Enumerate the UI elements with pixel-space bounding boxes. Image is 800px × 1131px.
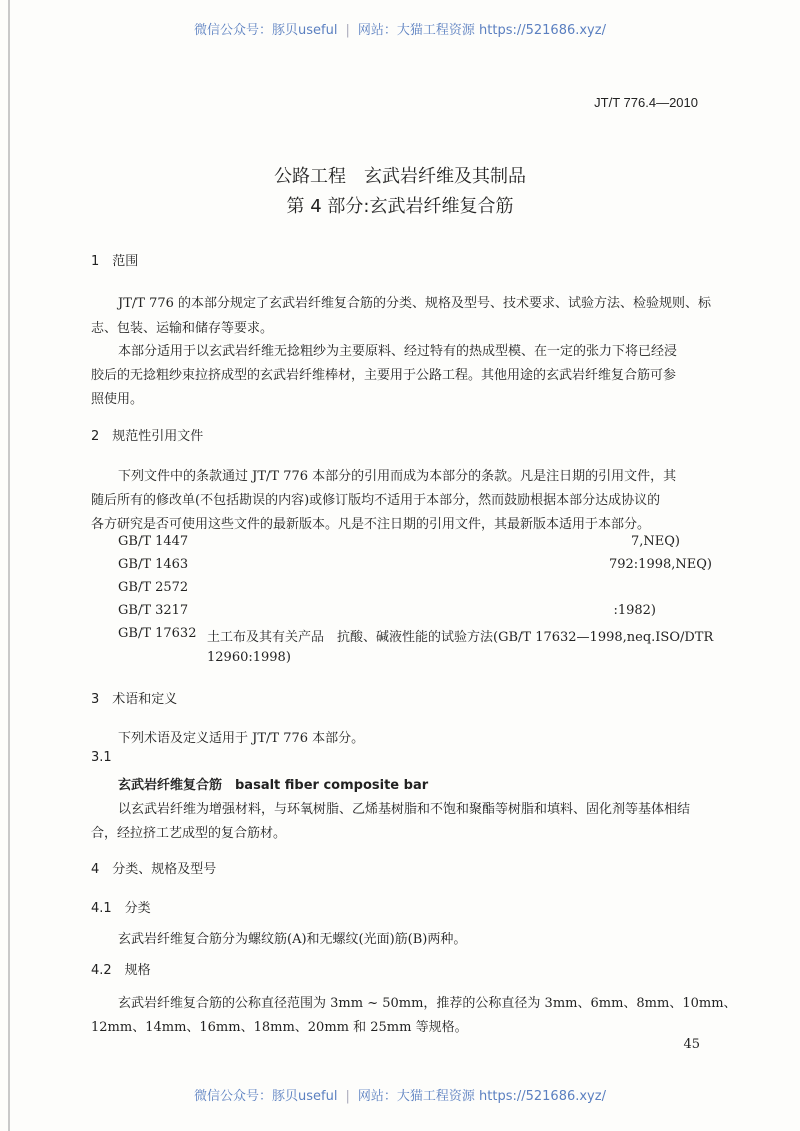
paragraph: 随后所有的修改单(不包括勘误的内容)或修订版均不适用于本部分，然而鼓励根据本部分达成协议的 — [91, 493, 661, 508]
watermark-right: 网站：大猫工程资源 https://521686.xyz/ — [357, 23, 606, 38]
paragraph: 照使用。 — [91, 392, 144, 407]
paragraph: 12mm、14mm、16mm、18mm、20mm 和 25mm 等规格。 — [91, 1020, 468, 1035]
watermark-bottom — [0, 1085, 800, 1104]
watermark-separator: | — [345, 1089, 350, 1104]
ref-text: :1982) — [613, 603, 656, 618]
term: 玄武岩纤维复合筋 basalt fiber composite bar — [118, 778, 429, 793]
title-line2: 第 4 部分:玄武岩纤维复合筋 — [286, 196, 514, 217]
clause-number: 3.1 — [91, 750, 112, 765]
watermark-separator: | — [345, 23, 350, 38]
title-line1: 公路工程 玄武岩纤维及其制品 — [274, 166, 526, 187]
paragraph: 本部分适用于以玄武岩纤维无捻粗纱为主要原料、经过特有的热成型模、在一定的张力下将已经浸 — [118, 344, 678, 359]
paragraph: 以玄武岩纤维为增强材料，与环氧树脂、乙烯基树脂和不饱和聚酯等树脂和填料、固化剂等基体相结 — [118, 802, 691, 817]
section-1-heading: 1 范围 — [91, 254, 139, 269]
paragraph: 玄武岩纤维复合筋分为螺纹筋(A)和无螺纹(光面)筋(B)两种。 — [118, 932, 467, 947]
section-4-heading: 4 分类、规格及型号 — [91, 862, 217, 877]
page-number: 45 — [683, 1037, 700, 1052]
watermark-right: 网站：大猫工程资源 https://521686.xyz/ — [357, 1089, 606, 1104]
section-2-heading: 2 规范性引用文件 — [91, 429, 204, 444]
ref-text: 7,NEQ) — [631, 534, 680, 549]
watermark-left: 微信公众号：豚贝useful — [194, 1089, 338, 1104]
ref-code: GB/T 17632 — [118, 626, 197, 641]
subsection-heading: 4.2 规格 — [91, 963, 151, 978]
subsection-heading: 4.1 分类 — [91, 901, 151, 916]
paragraph: 玄武岩纤维复合筋的公称直径范围为 3mm ~ 50mm，推荐的公称直径为 3mm、6mm、8mm、10mm、 — [118, 996, 737, 1011]
paragraph: 下列术语及定义适用于 JT/T 776 本部分。 — [118, 731, 365, 746]
ref-code: GB/T 2572 — [118, 580, 189, 595]
ref-code: GB/T 1447 — [118, 534, 189, 549]
section-3-heading: 3 术语和定义 — [91, 692, 178, 707]
watermark-left: 微信公众号：豚贝useful — [194, 23, 338, 38]
paragraph: 志、包装、运输和储存等要求。 — [91, 321, 274, 336]
standard-code: JT/T 776.4—2010 — [594, 95, 698, 110]
paragraph: 各方研究是否可使用这些文件的最新版本。凡是不注日期的引用文件，其最新版本适用于本部分。 — [91, 517, 651, 532]
ref-text: 792:1998,NEQ) — [608, 557, 712, 572]
paragraph: 下列文件中的条款通过 JT/T 776 本部分的引用而成为本部分的条款。凡是注日期的引用文件，其 — [118, 469, 677, 484]
ref-text: 12960:1998) — [207, 650, 291, 665]
paragraph: 胶后的无捻粗纱束拉挤成型的玄武岩纤维棒材，主要用于公路工程。其他用途的玄武岩纤维复合筋可参 — [91, 368, 677, 383]
ref-code: GB/T 3217 — [118, 603, 189, 618]
paragraph: 合，经拉挤工艺成型的复合筋材。 — [91, 826, 287, 841]
ref-code: GB/T 1463 — [118, 557, 189, 572]
paragraph: JT/T 776 的本部分规定了玄武岩纤维复合筋的分类、规格及型号、技术要求、试验方法、检验规则、标 — [118, 296, 712, 311]
watermark-top — [0, 19, 800, 38]
ref-text: 土工布及其有关产品 抗酸、碱液性能的试验方法(GB/T 17632—1998,neq.ISO/DTR — [207, 630, 714, 645]
